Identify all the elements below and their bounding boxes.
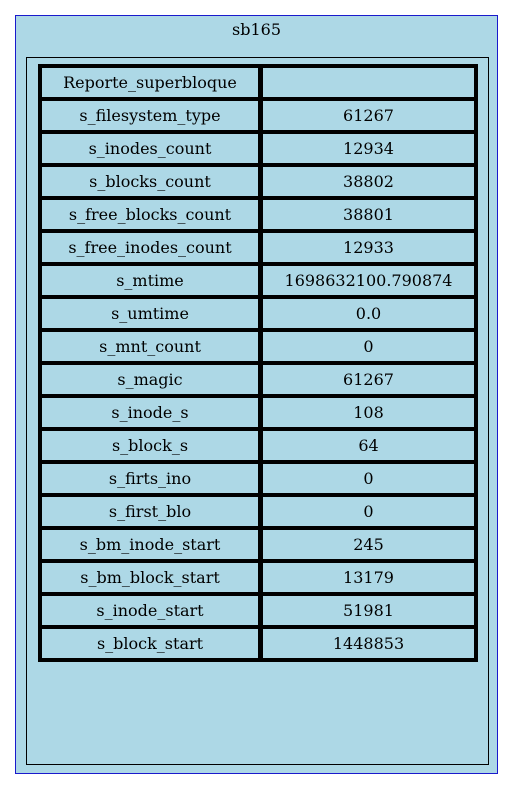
table-row: [40, 297, 476, 330]
table-row: [40, 495, 476, 528]
header-key-cell: Reporte_superbloque: [40, 66, 261, 99]
field-value-cell: 0: [261, 495, 476, 528]
field-value-cell: 38801: [261, 198, 476, 231]
field-name-cell: s_inode_start: [40, 594, 261, 627]
field-name-cell: s_inodes_count: [40, 132, 261, 165]
table-row: [40, 165, 476, 198]
table-row: [40, 132, 476, 165]
field-name-cell: s_umtime: [40, 297, 261, 330]
field-value-cell: 0.0: [261, 297, 476, 330]
field-name-cell: s_mnt_count: [40, 330, 261, 363]
superblock-table: [38, 64, 478, 662]
field-value-cell: 61267: [261, 99, 476, 132]
field-name-cell: s_free_inodes_count: [40, 231, 261, 264]
field-value-cell: 245: [261, 528, 476, 561]
cluster-title: sb165: [232, 20, 281, 39]
header-value-cell: [261, 66, 476, 99]
table-row: [40, 429, 476, 462]
field-value-cell: 1698632100.790874: [261, 264, 476, 297]
field-name-cell: s_inode_s: [40, 396, 261, 429]
table-row: [40, 330, 476, 363]
table-row: [40, 627, 476, 660]
field-name-cell: s_firts_ino: [40, 462, 261, 495]
table-row: [40, 561, 476, 594]
field-name-cell: s_block_start: [40, 627, 261, 660]
field-value-cell: 12933: [261, 231, 476, 264]
table-row: [40, 462, 476, 495]
field-value-cell: 64: [261, 429, 476, 462]
table-row: [40, 99, 476, 132]
table-row: [40, 231, 476, 264]
field-value-cell: 38802: [261, 165, 476, 198]
field-value-cell: 13179: [261, 561, 476, 594]
superblock-node: [26, 57, 489, 765]
field-name-cell: s_bm_inode_start: [40, 528, 261, 561]
table-row: [40, 396, 476, 429]
superblock-cluster: [15, 15, 498, 774]
field-name-cell: s_first_blo: [40, 495, 261, 528]
field-name-cell: s_filesystem_type: [40, 99, 261, 132]
table-row: [40, 363, 476, 396]
field-value-cell: 12934: [261, 132, 476, 165]
field-name-cell: s_magic: [40, 363, 261, 396]
field-value-cell: 0: [261, 462, 476, 495]
field-name-cell: s_blocks_count: [40, 165, 261, 198]
table-row: [40, 198, 476, 231]
table-header-row: [40, 66, 476, 99]
field-name-cell: s_mtime: [40, 264, 261, 297]
field-name-cell: s_bm_block_start: [40, 561, 261, 594]
field-value-cell: 1448853: [261, 627, 476, 660]
field-value-cell: 61267: [261, 363, 476, 396]
field-name-cell: s_free_blocks_count: [40, 198, 261, 231]
field-value-cell: 0: [261, 330, 476, 363]
field-value-cell: 51981: [261, 594, 476, 627]
field-value-cell: 108: [261, 396, 476, 429]
table-row: [40, 594, 476, 627]
table-row: [40, 528, 476, 561]
table-row: [40, 264, 476, 297]
field-name-cell: s_block_s: [40, 429, 261, 462]
